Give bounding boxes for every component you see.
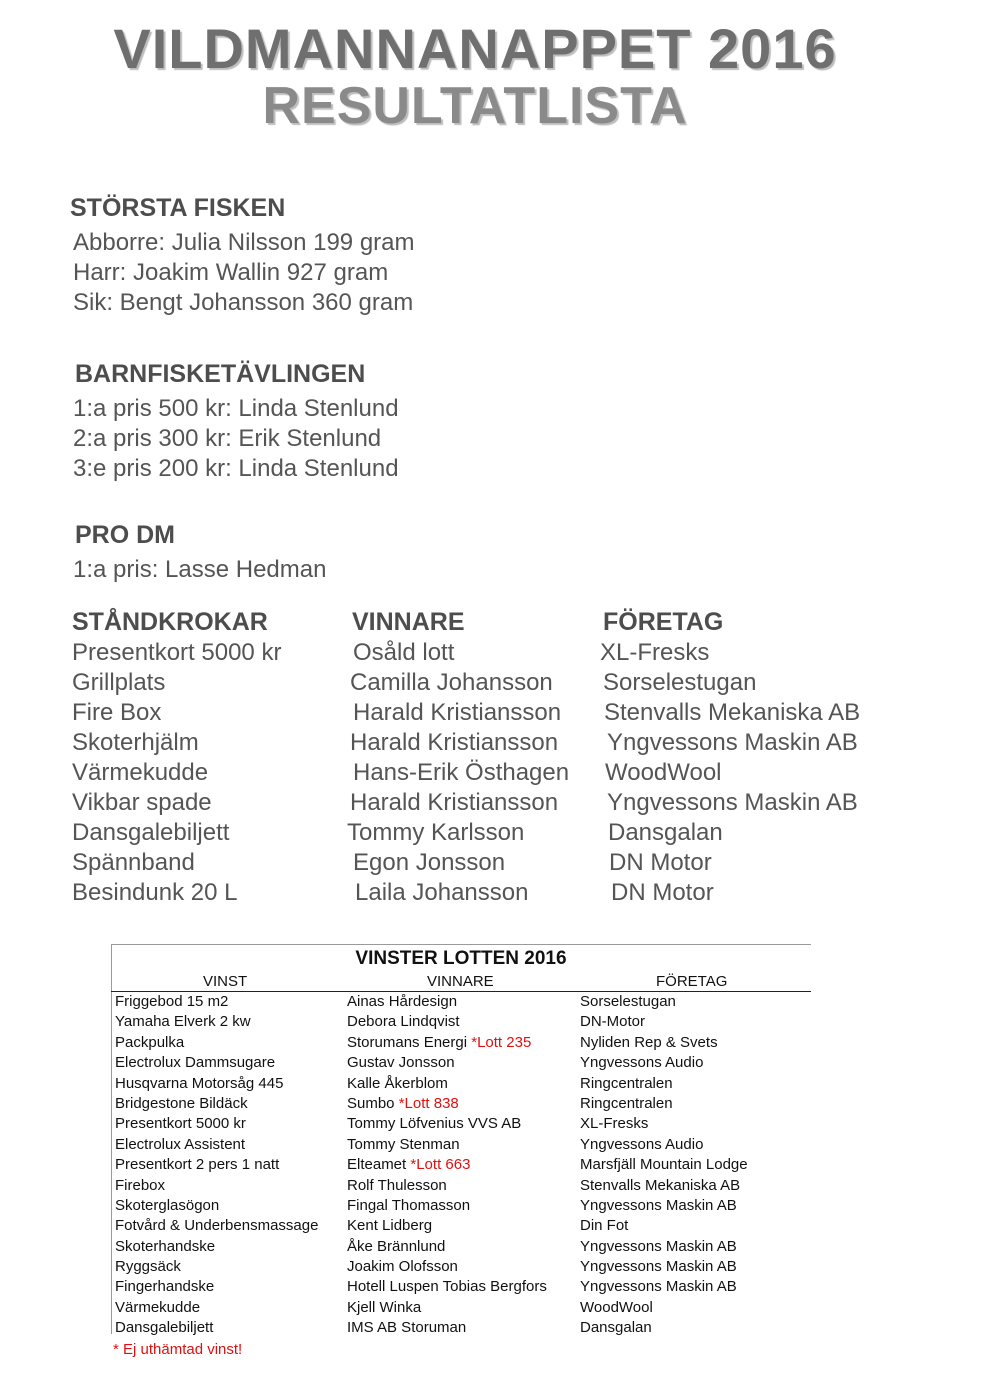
lottery-foretag: WoodWool	[580, 1298, 653, 1316]
lottery-vinnare	[347, 1299, 421, 1316]
lottery-foretag: DN-Motor	[580, 1013, 646, 1031]
page-title: VILDMANNANAPPET 2016	[113, 17, 837, 80]
lottery-vinst: Bridgestone Bildäck	[115, 1094, 248, 1112]
standkrokar-company: DN Motor	[609, 849, 712, 876]
lottery-vinnare-name: Debora Lindqvist	[347, 1013, 460, 1031]
standkrokar-prize: Besindunk 20 L	[72, 879, 238, 906]
lottery-vinnare-name: Rolf Thulesson	[347, 1176, 447, 1194]
lottery-vinnare	[347, 993, 457, 1010]
lottery-table	[111, 944, 811, 1364]
lottery-vinnare-name: Fingal Thomasson	[347, 1196, 471, 1214]
table-row	[111, 1238, 811, 1258]
lottery-vinnare	[347, 1197, 470, 1214]
lottery-vinst: Presentkort 5000 kr	[115, 1115, 246, 1133]
result-line: 1:a pris: Lasse Hedman	[73, 556, 327, 583]
section-heading-barnfisket: BARNFISKETÄVLINGEN	[75, 360, 366, 388]
lottery-vinnare	[347, 1075, 448, 1092]
standkrokar-prize: Dansgalebiljett	[72, 819, 230, 846]
table-row	[111, 1034, 811, 1054]
table-row	[111, 1136, 811, 1156]
table-row	[111, 1278, 811, 1298]
standkrokar-winner: Hans-Erik Östhagen	[353, 759, 570, 786]
table-row	[111, 1319, 811, 1339]
result-line: Abborre: Julia Nilsson 199 gram	[73, 229, 415, 256]
table-row	[111, 1258, 811, 1278]
table-row	[111, 1177, 811, 1197]
lottery-foretag: Sorselestugan	[580, 993, 676, 1010]
lottery-foretag: Din Fot	[580, 1217, 629, 1235]
unclaimed-ticket-note: *Lott 838	[398, 1094, 459, 1112]
standkrokar-winner: Osåld lott	[353, 639, 455, 666]
lottery-vinnare-name: IMS AB Storuman	[347, 1319, 467, 1337]
standkrokar-winner: Harald Kristiansson	[353, 699, 562, 726]
table-row	[111, 993, 811, 1013]
lottery-vinst: Firebox	[115, 1176, 166, 1194]
lottery-vinst: Fotvård & Underbensmassage	[115, 1217, 319, 1235]
lottery-foretag: Yngvessons Audio	[580, 1135, 704, 1153]
lottery-vinnare	[347, 1177, 447, 1194]
table-row	[111, 1115, 811, 1135]
lottery-header-foretag: FÖRETAG	[656, 973, 728, 990]
lottery-caption: VINSTER LOTTEN 2016	[355, 948, 567, 969]
lottery-foretag: Dansgalan	[580, 1319, 652, 1337]
standkrokar-winner: Harald Kristiansson	[350, 729, 559, 756]
standkrokar-winner: Egon Jonsson	[353, 849, 506, 876]
lottery-vinnare	[347, 1156, 470, 1173]
lottery-vinst: Skoterhandske	[115, 1237, 216, 1255]
lottery-vinnare-name: Elteamet	[347, 1156, 407, 1174]
lottery-vinst: Ryggsäck	[115, 1258, 181, 1276]
lottery-vinnare	[347, 1054, 455, 1071]
lottery-vinnare-name: Ainas Hårdesign	[347, 993, 458, 1010]
lottery-foretag: Yngvessons Audio	[580, 1054, 704, 1072]
standkrokar-company: Yngvessons Maskin AB	[607, 789, 858, 816]
lottery-vinnare-name: Åke Brännlund	[347, 1237, 446, 1255]
result-line: 2:a pris 300 kr: Erik Stenlund	[73, 425, 382, 452]
table-top-border	[111, 944, 811, 945]
lottery-vinnare	[347, 1095, 459, 1112]
table-header-rule	[111, 991, 811, 992]
lottery-vinst: Skoterglasögon	[115, 1196, 220, 1214]
lottery-foretag: XL-Fresks	[580, 1115, 649, 1133]
lottery-vinst: Electrolux Assistent	[115, 1135, 246, 1153]
table-row	[111, 1156, 811, 1176]
lottery-vinst: Husqvarna Motorsåg 445	[115, 1074, 284, 1092]
standkrokar-company: Stenvalls Mekaniska AB	[604, 699, 861, 726]
lottery-vinst: Yamaha Elverk 2 kw	[115, 1013, 251, 1031]
lottery-vinnare	[347, 1217, 432, 1234]
result-line: 1:a pris 500 kr: Linda Stenlund	[73, 395, 399, 422]
table-row	[111, 1075, 811, 1095]
lottery-foretag: Nyliden Rep & Svets	[580, 1033, 718, 1051]
lottery-rows	[111, 993, 811, 1340]
lottery-vinnare-name: Kalle Åkerblom	[347, 1074, 448, 1092]
standkrokar-header-company: FÖRETAG	[603, 608, 724, 636]
lottery-vinnare-name: Kjell Winka	[347, 1298, 422, 1316]
standkrokar-prize: Värmekudde	[72, 759, 209, 786]
standkrokar-winner: Laila Johansson	[355, 879, 529, 906]
standkrokar-winner: Camilla Johansson	[350, 669, 553, 696]
standkrokar-company: Dansgalan	[608, 819, 723, 846]
lottery-vinst: Packpulka	[115, 1033, 185, 1051]
standkrokar-company: Yngvessons Maskin AB	[607, 729, 858, 756]
lottery-header-vinst: VINST	[203, 973, 248, 990]
lottery-foretag: Marsfjäll Mountain Lodge	[580, 1156, 748, 1174]
lottery-foretag: Yngvessons Maskin AB	[580, 1237, 737, 1255]
table-row	[111, 1197, 811, 1217]
lottery-foretag: Yngvessons Maskin AB	[580, 1258, 737, 1276]
table-row	[111, 1217, 811, 1237]
page-subtitle: RESULTATLISTA	[262, 77, 688, 135]
unclaimed-ticket-note: *Lott 235	[471, 1033, 532, 1051]
table-row	[111, 1054, 811, 1074]
lottery-vinnare-name: Storumans Energi	[347, 1033, 468, 1051]
lottery-footnote: * Ej uthämtad vinst!	[113, 1341, 243, 1358]
standkrokar-header-prize: STÅNDKROKAR	[72, 608, 268, 636]
unclaimed-ticket-note: *Lott 663	[410, 1156, 471, 1174]
table-row	[111, 1299, 811, 1319]
lottery-header-vinnare: VINNARE	[427, 973, 494, 990]
lottery-foretag: Ringcentralen	[580, 1074, 673, 1092]
lottery-foretag: Ringcentralen	[580, 1094, 673, 1112]
lottery-vinnare-name: Joakim Olofsson	[347, 1258, 458, 1276]
standkrokar-header-winner: VINNARE	[352, 608, 465, 636]
lottery-vinnare	[347, 1238, 445, 1255]
lottery-foretag: Yngvessons Maskin AB	[580, 1278, 737, 1296]
table-row	[111, 1013, 811, 1033]
section-heading-pro-dm: PRO DM	[75, 521, 175, 549]
table-row	[111, 1095, 811, 1115]
section-heading-storsta-fisken: STÖRSTA FISKEN	[70, 194, 286, 222]
lottery-vinst: Friggebod 15 m2	[115, 993, 229, 1010]
standkrokar-prize: Spännband	[72, 849, 195, 876]
lottery-vinnare-name: Tommy Löfvenius VVS AB	[347, 1115, 522, 1133]
lottery-vinnare-name: Gustav Jonsson	[347, 1054, 455, 1072]
lottery-vinst: Fingerhandske	[115, 1278, 215, 1296]
lottery-vinnare	[347, 1258, 458, 1275]
standkrokar-prize: Skoterhjälm	[72, 729, 199, 756]
lottery-vinst: Dansgalebiljett	[115, 1319, 214, 1337]
standkrokar-company: DN Motor	[611, 879, 714, 906]
standkrokar-prize: Fire Box	[72, 699, 162, 726]
result-line: Harr: Joakim Wallin 927 gram	[73, 259, 389, 286]
lottery-vinnare-name: Tommy Stenman	[347, 1135, 460, 1153]
lottery-vinnare-name: Kent Lidberg	[347, 1217, 433, 1235]
result-line: Sik: Bengt Johansson 360 gram	[73, 289, 414, 316]
standkrokar-winner: Tommy Karlsson	[347, 819, 525, 846]
lottery-vinnare	[347, 1034, 531, 1051]
standkrokar-company: XL-Fresks	[600, 639, 710, 666]
lottery-vinnare-name: Hotell Luspen Tobias Bergfors	[347, 1278, 547, 1296]
lottery-vinnare	[347, 1278, 547, 1295]
lottery-foretag: Yngvessons Maskin AB	[580, 1196, 737, 1214]
standkrokar-prize: Presentkort 5000 kr	[72, 639, 282, 666]
lottery-vinst: Presentkort 2 pers 1 natt	[115, 1156, 280, 1174]
standkrokar-prize: Vikbar spade	[72, 789, 212, 816]
result-line: 3:e pris 200 kr: Linda Stenlund	[73, 455, 399, 482]
lottery-foretag: Stenvalls Mekaniska AB	[580, 1176, 741, 1194]
lottery-vinst: Electrolux Dammsugare	[115, 1054, 276, 1072]
lottery-vinnare	[347, 1136, 460, 1153]
standkrokar-prize: Grillplats	[72, 669, 166, 696]
standkrokar-winner: Harald Kristiansson	[350, 789, 559, 816]
lottery-vinst: Värmekudde	[115, 1298, 201, 1316]
lottery-vinnare	[347, 1115, 521, 1132]
lottery-vinnare-name: Sumbo	[347, 1094, 395, 1112]
standkrokar-company: WoodWool	[605, 759, 722, 786]
lottery-vinnare	[347, 1013, 460, 1030]
standkrokar-company: Sorselestugan	[603, 669, 757, 696]
lottery-vinnare	[347, 1319, 466, 1336]
